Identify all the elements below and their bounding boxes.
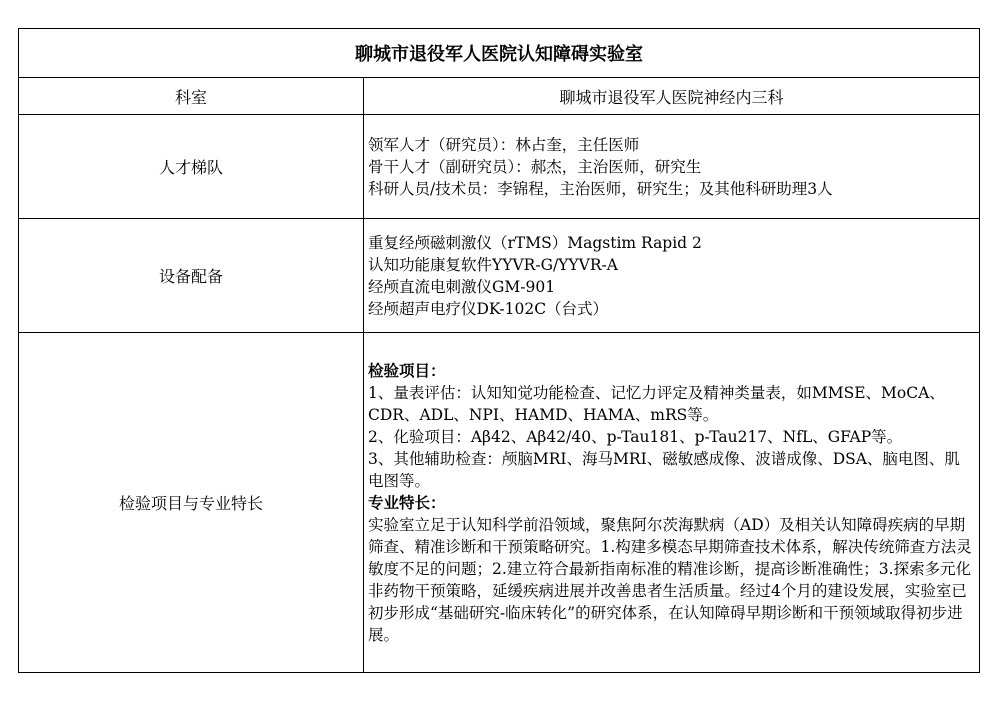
- table-title: 聊城市退役军人医院认知障碍实验室: [19, 29, 980, 78]
- talent-line-research: 科研人员/技术员：李锦程，主治医师，研究生；及其他科研助理3人: [368, 179, 833, 198]
- items-label: 检验项目与专业特长: [19, 333, 364, 673]
- talent-row: [19, 115, 980, 219]
- equipment-line-software: 认知功能康复软件YYVR-G/YYVR-A: [368, 255, 618, 274]
- equipment-line-ultrasound: 经颅超声电疗仪DK-102C（台式）: [368, 299, 609, 318]
- items-row: [19, 333, 980, 673]
- equipment-line-rtms: 重复经颅磁刺激仪（rTMS）Magstim Rapid 2: [368, 233, 702, 252]
- title-row: [19, 29, 980, 78]
- talent-content: [364, 115, 980, 219]
- department-label: 科室: [19, 78, 364, 115]
- lab-info-table: [18, 28, 980, 673]
- equipment-line-tdcs: 经颅直流电刺激仪GM-901: [368, 277, 556, 296]
- talent-line-leader: 领军人才（研究员）：林占奎，主任医师: [368, 135, 640, 154]
- department-value: 聊城市退役军人医院神经内三科: [364, 78, 980, 115]
- department-row: [19, 78, 980, 115]
- talent-line-core: 骨干人才（副研究员）：郝杰，主治医师，研究生: [368, 157, 702, 176]
- equipment-content: [364, 219, 980, 333]
- talent-label: 人才梯队: [19, 115, 364, 219]
- specialty-text: 实验室立足于认知科学前沿领域，聚焦阿尔茨海默病（AD）及相关认知障碍疾病的早期筛查、精准诊断和干预策略研究。1.构建多模态早期筛查技术体系，解决传统筛查方法灵敏度不足的问题；2.建立符合最新指南标准的精准诊断，提高诊断准确性；3.探索多元化非药物干预策略，延缓疾病进展并改善患者生活质量。经过4个月的建设发展，实验室已初步形成“基础研究-临床转化”的研究体系，在认知障碍早期诊断和干预领域取得初步进展。: [368, 515, 972, 644]
- inspection-imaging: 3、其他辅助检查：颅脑MRI、海马MRI、磁敏感成像、波谱成像、DSA、脑电图、肌电图等。: [368, 449, 960, 490]
- inspection-scale: 1、量表评估：认知知觉功能检查、记忆力评定及精神类量表，如MMSE、MoCA、CDR、ADL、NPI、HAMD、HAMA、mRS等。: [368, 383, 945, 424]
- equipment-row: [19, 219, 980, 333]
- items-content: [364, 333, 980, 673]
- equipment-label: 设备配备: [19, 219, 364, 333]
- specialty-heading: 专业特长：: [368, 492, 446, 512]
- inspection-lab: 2、化验项目：Aβ42、Aβ42/40、p-Tau181、p-Tau217、NfL、GFAP等。: [368, 427, 903, 446]
- inspection-heading: 检验项目：: [368, 360, 446, 380]
